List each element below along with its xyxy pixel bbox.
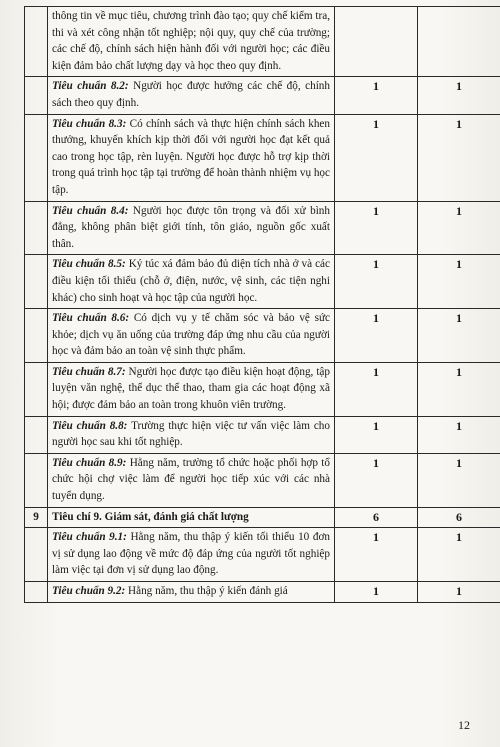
score-max: 1 <box>335 201 418 255</box>
standard-text: Hằng năm, thu thập ý kiến tối thiểu 10 đơn vị sử dụng lao động về mức độ đáp ứng của người tốt nghiệp làm việc tại đơn vị sử dụng lao động. <box>52 531 330 577</box>
criteria-table <box>24 6 500 603</box>
standard-label: Tiêu chuẩn 8.6: <box>52 312 130 325</box>
score-achieved: 1 <box>418 453 500 507</box>
standard-label: Tiêu chuẩn 8.7: <box>52 365 126 378</box>
criterion-number <box>25 77 48 114</box>
standard-label: Tiêu chuẩn 9.1: <box>52 531 127 544</box>
table-row <box>25 7 500 77</box>
table-row <box>25 201 500 255</box>
criterion-description <box>48 309 335 363</box>
criterion-number <box>25 309 48 363</box>
score-max: 1 <box>335 362 418 416</box>
criterion-number <box>25 528 48 582</box>
score-max: 1 <box>335 528 418 582</box>
criterion-description <box>48 528 335 582</box>
criterion-number <box>25 201 48 255</box>
criterion-description <box>48 582 335 603</box>
criterion-description <box>48 416 335 453</box>
score-max: 1 <box>335 416 418 453</box>
score-max: 6 <box>335 507 418 528</box>
criterion-description <box>48 7 335 77</box>
score-achieved: 1 <box>418 114 500 201</box>
score-max: 1 <box>335 114 418 201</box>
criterion-description <box>48 201 335 255</box>
criterion-number <box>25 255 48 309</box>
table-row <box>25 362 500 416</box>
criterion-description <box>48 114 335 201</box>
table-row <box>25 528 500 582</box>
criterion-number <box>25 7 48 77</box>
standard-label: Tiêu chuẩn 9.2: <box>52 585 126 597</box>
standard-label: Tiêu chuẩn 8.9: <box>52 456 127 469</box>
score-max: 1 <box>335 255 418 309</box>
standard-label: Tiêu chuẩn 8.2: <box>52 80 129 93</box>
criterion-description <box>48 362 335 416</box>
standard-text: Có chính sách và thực hiện chính sách khen thưởng, khuyến khích kịp thời đối với người học đạt kết quả cao trong học tập, rèn luyện. Người học được hỗ trợ kịp thời trong quá trình học tập tại trường để hoàn thành nhiệm vụ học tập. <box>52 117 330 196</box>
criterion-description <box>48 507 335 528</box>
table-row <box>25 309 500 363</box>
criterion-number <box>25 453 48 507</box>
table-row <box>25 416 500 453</box>
criterion-number <box>25 362 48 416</box>
standard-label: Tiêu chuẩn 8.8: <box>52 419 128 432</box>
standard-text: Ký túc xá đảm bảo đủ diện tích nhà ở và các điều kiện tối thiểu (chỗ ở, điện, nước, vệ sinh, các tiện nghi khác) cho sinh hoạt và học tập của người học. <box>52 258 330 304</box>
score-max <box>335 7 418 77</box>
score-achieved: 1 <box>418 201 500 255</box>
score-achieved: 1 <box>418 416 500 453</box>
table-row <box>25 77 500 114</box>
table-row <box>25 453 500 507</box>
score-achieved: 6 <box>418 507 500 528</box>
page-number: 12 <box>458 718 470 732</box>
score-achieved: 1 <box>418 77 500 114</box>
table-row <box>25 582 500 603</box>
standard-text: Có dịch vụ y tế chăm sóc và bảo vệ sức khỏe; dịch vụ ăn uống của trường đáp ứng nhu cầu của người học và đảm bảo an toàn vệ sinh thực phẩm. <box>52 312 330 358</box>
score-achieved: 1 <box>418 362 500 416</box>
criterion-number <box>25 114 48 201</box>
standard-text: Người học được hưởng các chế độ, chính sách theo quy định. <box>52 80 330 109</box>
criterion-description <box>48 77 335 114</box>
score-achieved <box>418 7 500 77</box>
table-row <box>25 255 500 309</box>
criterion-description <box>48 255 335 309</box>
score-achieved: 1 <box>418 255 500 309</box>
criterion-description <box>48 453 335 507</box>
score-max: 1 <box>335 309 418 363</box>
standard-text: Người học được tạo điều kiện hoạt động, tập luyện văn nghệ, thể dục thể thao, tham gia các hoạt động xã hội; được đảm bảo an toàn trong khuôn viên trường. <box>52 365 330 412</box>
standard-text: Người học được tôn trọng và đối xử bình đẳng, không phân biệt giới tính, tôn giáo, nguồn gốc xuất thân. <box>52 204 330 250</box>
score-max: 1 <box>335 453 418 507</box>
criterion-title: Tiêu chí 9. Giám sát, đánh giá chất lượng <box>52 510 249 523</box>
standard-text: Trường thực hiện việc tư vấn việc làm cho người học sau khi tốt nghiệp. <box>52 419 330 449</box>
score-achieved: 1 <box>418 309 500 363</box>
standard-label: Tiêu chuẩn 8.4: <box>52 204 129 217</box>
score-max: 1 <box>335 77 418 114</box>
standard-text: Hằng năm, thu thập ý kiến đánh giá <box>125 585 288 597</box>
score-achieved: 1 <box>418 528 500 582</box>
standard-label: Tiêu chuẩn 8.3: <box>52 117 127 130</box>
table-row <box>25 114 500 201</box>
criterion-number: 9 <box>25 507 48 528</box>
score-achieved: 1 <box>418 582 500 603</box>
criterion-number <box>25 582 48 603</box>
standard-label: Tiêu chuẩn 8.5: <box>52 258 126 271</box>
table-row <box>25 507 500 528</box>
standard-text: Hằng năm, trường tổ chức hoặc phối hợp tổ chức hội chợ việc làm để người học tiếp xúc với các nhà tuyển dụng. <box>52 456 330 503</box>
score-max: 1 <box>335 582 418 603</box>
criterion-number <box>25 416 48 453</box>
standard-text: thông tin về mục tiêu, chương trình đào tạo; quy chế kiểm tra, thi và xét công nhận tốt nghiệp; nội quy, quy chế của trường; các chế độ, chính sách hiện hành đối với người học; các điều kiện đảm bảo chất lượng dạy và học theo quy định. <box>52 10 330 72</box>
